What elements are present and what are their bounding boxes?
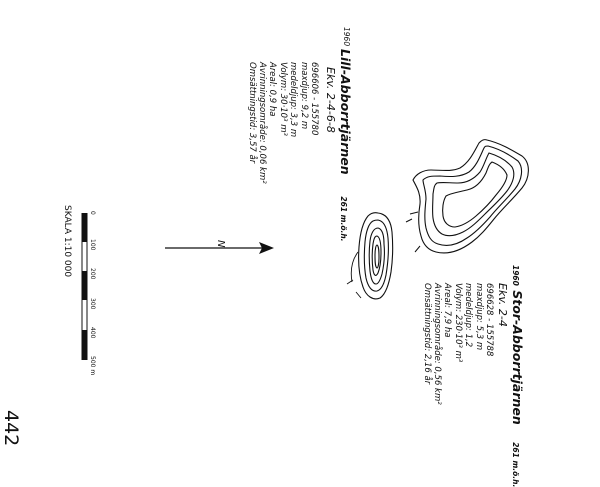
lake-big-outlet	[406, 212, 420, 252]
lake-big-area: Areal: 7,9 ha	[442, 283, 453, 338]
lake-big-elevation: 261 m.ö.h.	[511, 442, 520, 487]
lake-big-contour-2	[433, 153, 514, 236]
lake-small-area: Areal: 0,9 ha	[267, 62, 278, 117]
lake-big-meandepth: medeldjup: 1,2	[463, 283, 474, 348]
scale-bar	[82, 213, 87, 360]
lake-small-maxdepth: maxdjup: 9,2 m	[298, 62, 309, 130]
lake-small-turnover: Omsättningstid: 3,57 år	[246, 62, 257, 164]
lake-small-coords: 696606 - 155780	[309, 62, 319, 136]
lake-small-volume: Volym: 30·10³ m³	[277, 62, 288, 136]
scale-tick-0: 0	[89, 211, 96, 215]
lake-big-contour-3	[443, 162, 507, 227]
scale-tick-300: 300	[89, 298, 96, 310]
lake-big-coords: 696628 - 155788	[484, 283, 494, 357]
lake-big-title	[510, 265, 525, 487]
lake-small-title	[338, 49, 353, 242]
lake-small-contour-4	[375, 245, 379, 268]
page-number: 442	[0, 410, 22, 447]
lake-small-year: 1960	[342, 27, 351, 47]
lake-small-shoreline	[359, 213, 393, 299]
scale-tick-400: 400	[89, 327, 96, 339]
lake-big-catchment: Avrinningsområde: 0,56 km²	[431, 283, 442, 405]
lake-big-volume: Volym: 230·10³ m³	[452, 283, 463, 363]
scale-tick-200: 200	[89, 268, 96, 280]
scale-label: SKALA 1:10 000	[62, 205, 72, 278]
lake-big-ekv: Ekv. 2-4	[496, 283, 509, 327]
lake-small-ekv: Ekv. 2-4-6-8	[324, 67, 337, 133]
lake-small-contours	[359, 213, 393, 299]
scale-tick-500: 500 m	[89, 356, 96, 376]
lake-big-contours	[413, 140, 528, 253]
lake-small-name: Lill-Abborrtjärnen	[338, 49, 353, 175]
north-arrow-label: N	[215, 240, 226, 248]
lake-big-year: 1960	[511, 265, 520, 286]
lake-small-contour-3	[372, 236, 381, 275]
lake-small-info	[246, 27, 351, 242]
lake-small-elevation: 261 m.ö.h.	[339, 196, 348, 242]
lake-small-meandepth: medeldjup: 3,3 m	[288, 62, 299, 138]
lake-big-maxdepth: maxdjup: 5,3 m	[473, 283, 484, 351]
lake-big-name: Stor-Abborrtjärnen	[510, 290, 525, 425]
lake-big-turnover: Omsättningstid: 2,16 år	[421, 283, 432, 385]
lake-small-catchment: Avrinningsområde: 0,06 km²	[256, 62, 267, 184]
lake-big-info	[421, 265, 525, 487]
scale-tick-100: 100	[89, 239, 96, 251]
